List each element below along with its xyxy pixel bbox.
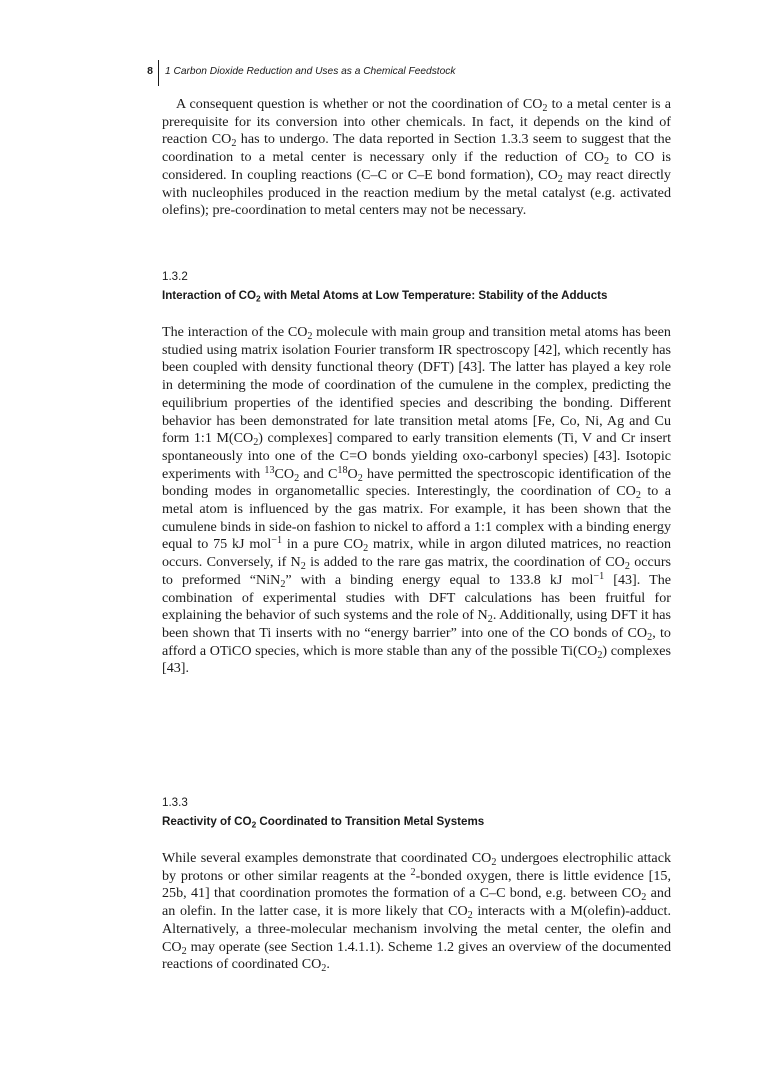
header-divider <box>158 60 159 86</box>
paragraph-interaction <box>162 324 671 678</box>
section-number-1-3-2: 1.3.2 <box>162 270 188 283</box>
page-header <box>143 60 673 86</box>
paragraph-reactivity <box>162 850 671 974</box>
section-title-1-3-2: Interaction of $CO_2$ with Metal Atoms at Low Temperature: Stability of the Adducts <box>162 289 608 304</box>
paragraph-2: The interaction of the $CO_2$ molecule with main group and transition metal atoms has been studied using matrix isolation Fourier transform IR spectroscopy [42], which recently has been coupled with density functional theory (DFT) [43]. The latter has played a key role in determining the mode of coordination of the cumulene in the complex, predicting the equilibrium properties of the identified species and describing the bonding. Different behavior has been demonstrated for late transition metal atoms [Fe, Co, Ni, Ag and Cu form 1:1 $M(CO_2)$ complexes] compared to early transition elements (Ti, V and Cr insert spontaneously into one of the C=O bonds yielding oxo-carbonyl species) [43]. Isotopic experiments with $^{13}CO_2$ and $C^{18}O_2$ have permitted the spectroscopic identification of the bonding modes in organometallic species. Interestingly, the coordination of $CO_2$ to a metal atom is influenced by the gas matrix. For example, it has been shown that the cumulene binds in side-on fashion to nickel to afford a 1:1 complex with a binding energy equal to 75 kJ mol$^{-1}$ in a pure $CO_2$ matrix, while in argon diluted matrices, no reaction occurs. Conversely, if $N_2$ is added to the rare gas matrix, the coordination of $CO_2$ occurs to preformed “NiN$_2$” with a binding energy equal to 133.8 kJ mol$^{-1}$ [43]. The combination of experimental studies with DFT calculations has been fruitful for explaining the behavior of such systems and the role of $N_2$. Additionally, using DFT it has been shown that Ti inserts with no “energy barrier” into one of the CO bonds of $CO_2$, to afford a OTiCO species, which is more stable than any of the possible $Ti(CO_2)$ complexes [43]. <box>162 324 672 677</box>
page-number: 8 <box>147 65 153 77</box>
paragraph-3: While several examples demonstrate that coordinated $CO_2$ undergoes electrophilic attack by protons or other similar reagents at the $^2$-bonded oxygen, there is little evidence [15, 25b, 41] that coordination promotes the formation of a C–C bond, e.g. between $CO_2$ and an olefin. In the latter case, it is more likely that $CO_2$ interacts with a M(olefin)-adduct. Alternatively, a three-molecular mechanism involving the metal center, the olefin and $CO_2$ may operate (see Section 1.4.1.1). Scheme 1.2 gives an overview of the documented reactions of coordinated $CO_2$. <box>162 850 672 975</box>
section-title-1-3-3: Reactivity of $CO_2$ Coordinated to Transition Metal Systems <box>162 815 485 830</box>
paragraph-1: A consequent question is whether or not the coordination of $CO_2$ to a metal center is a prerequisite for its conversion into other chemicals. In fact, it depends on the kind of reaction $CO_2$ has to undergo. The data reported in Section 1.3.3 seem to suggest that the coordination to a metal center is necessary only if the reduction of $CO_2$ to CO is considered. In coupling reactions (C–C or C–E bond formation), $CO_2$ may react directly with nucleophiles produced in the reaction medium by the metal catalyst (e.g. activated olefins); pre-coordination to metal centers may not be necessary. <box>162 96 671 219</box>
running-head: 1 Carbon Dioxide Reduction and Uses as a Chemical Feedstock <box>165 66 456 77</box>
paragraph-intro <box>162 96 671 220</box>
section-number-1-3-3: 1.3.3 <box>162 796 188 809</box>
